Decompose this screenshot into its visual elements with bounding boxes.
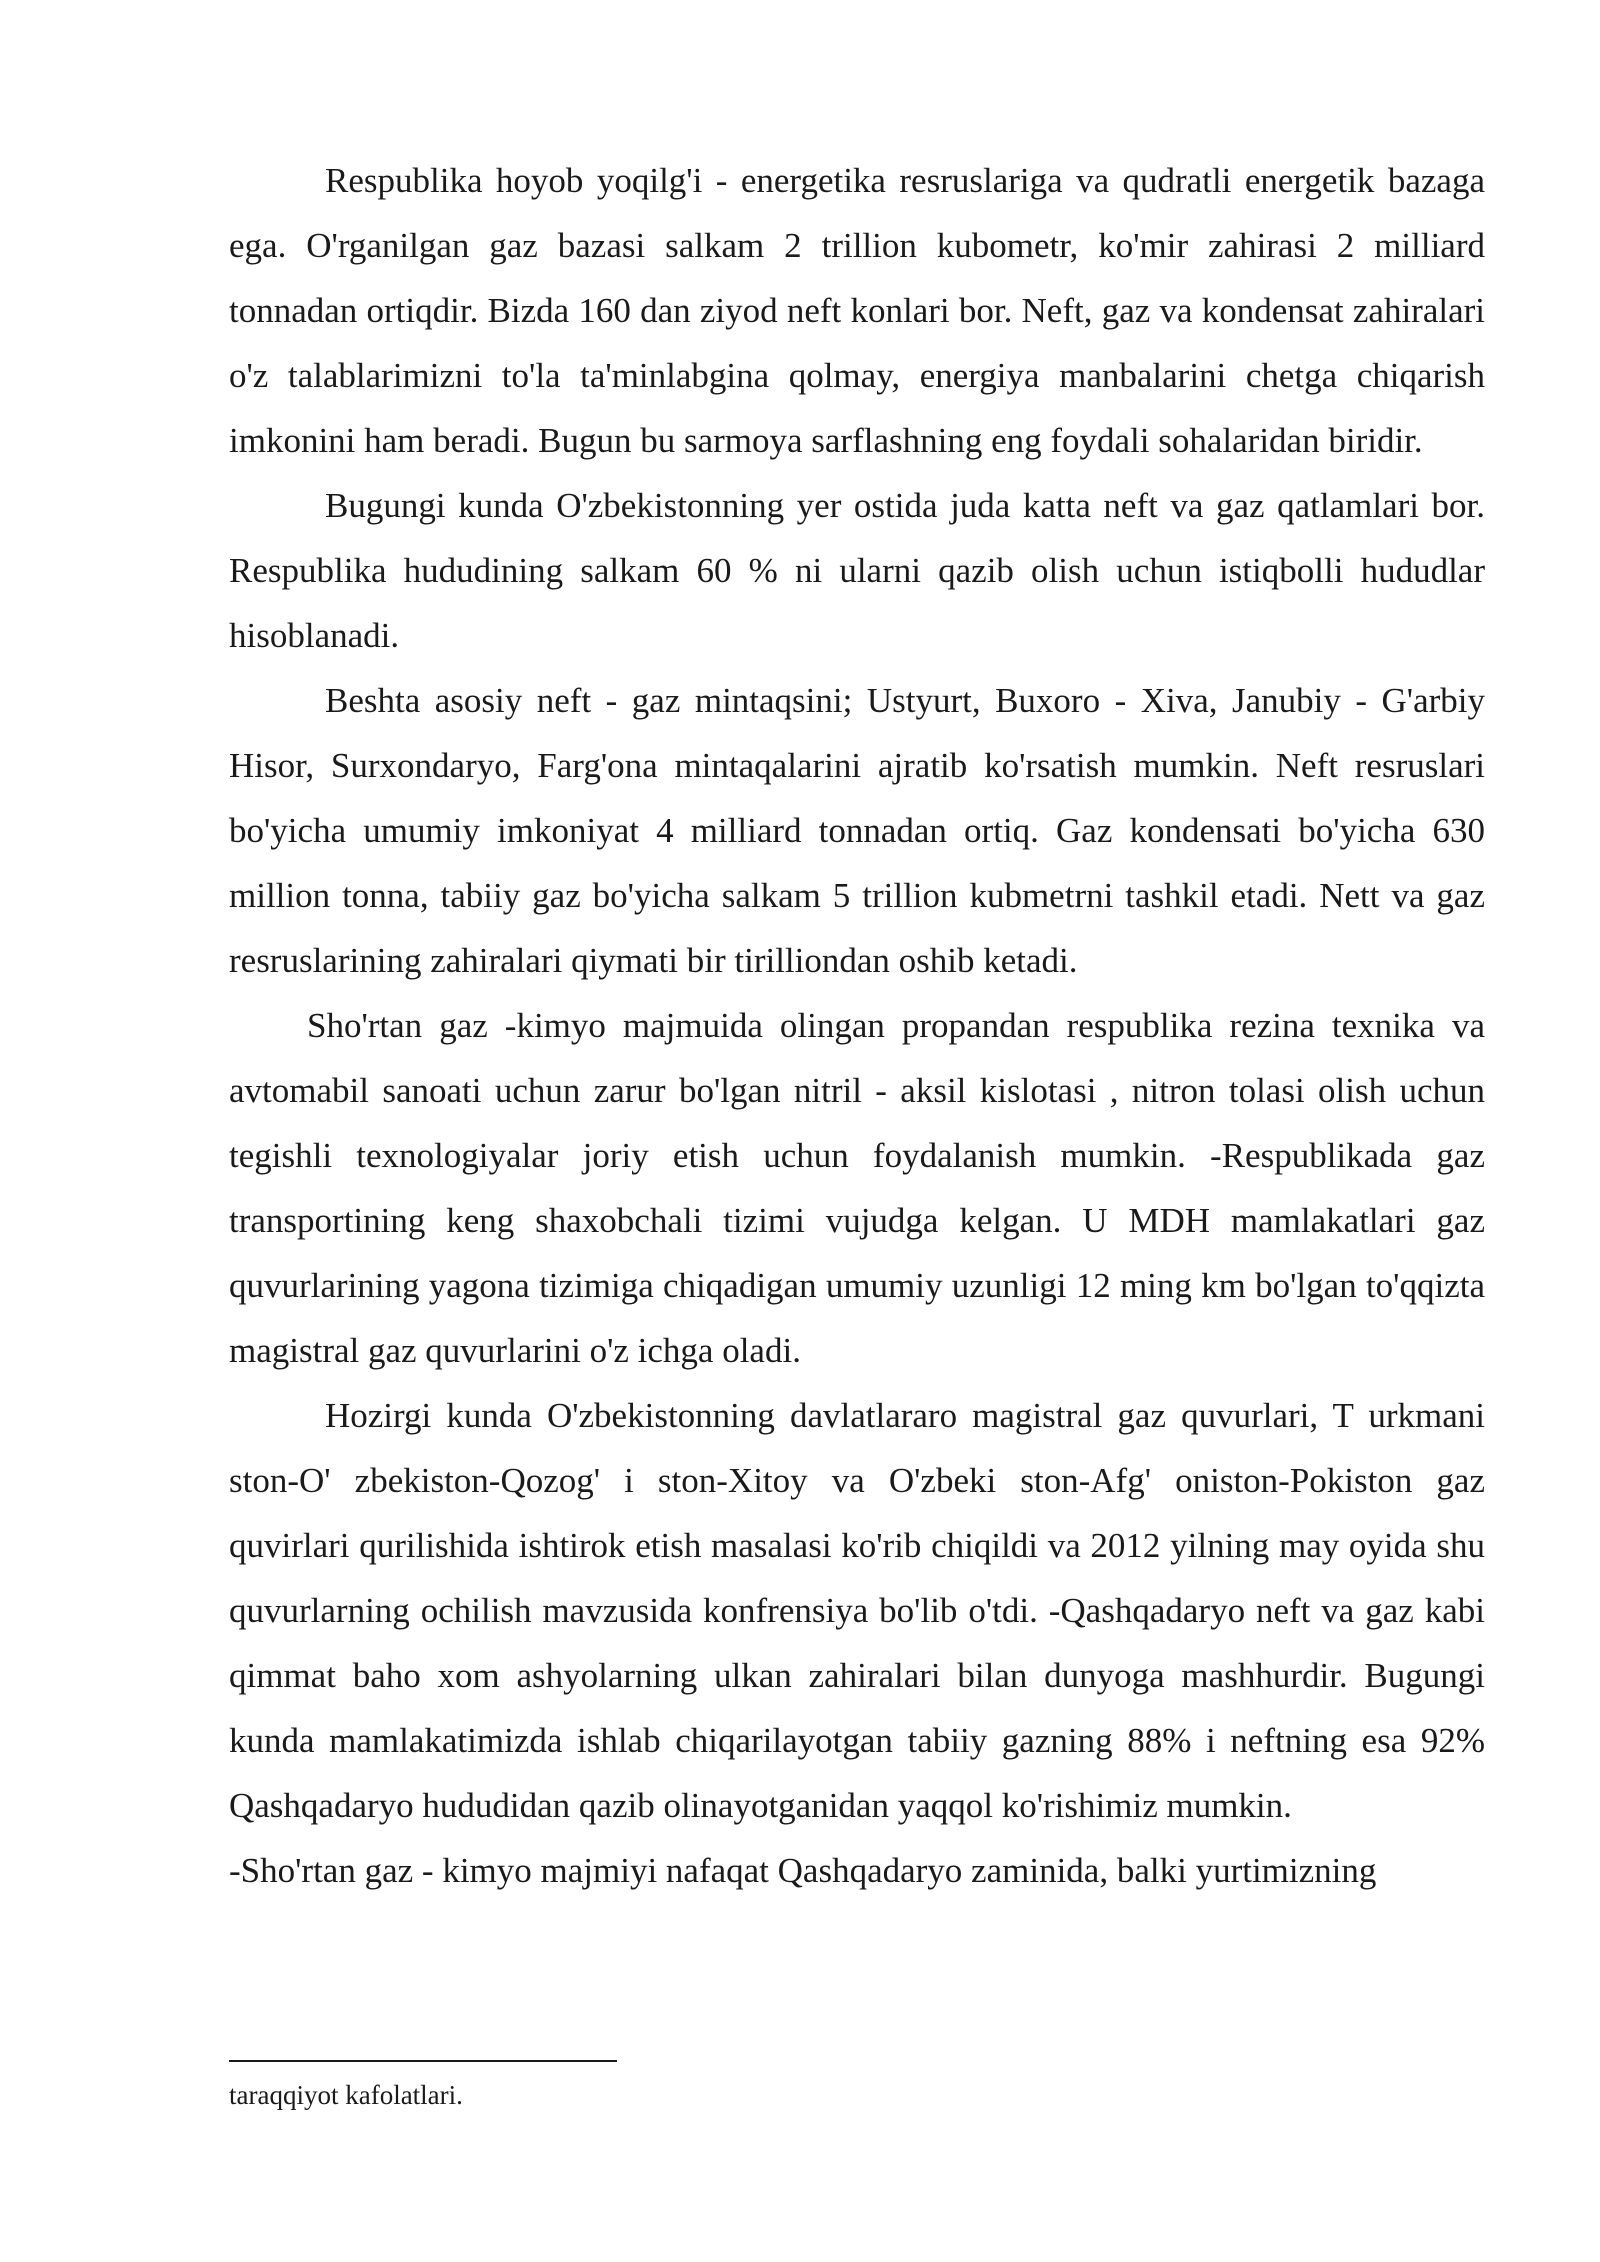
paragraph-energy-resources: Respublika hoyob yoqilg'i - energetika resruslariga va qudratli energetik bazaga ega. O'rganilgan gaz bazasi salkam 2 trillion kubometr, ko'mir zahirasi 2 milliard tonnadan ortiqdir. Bizda 160 dan ziyod neft konlari bor. Neft, gaz va kondensat zahiralari o'z talablarimizni to'la ta'minlabgina qolmay, energiya manbalarini chetga chiqarish imkonini ham beradi. Bugun bu sarmoya sarflashning eng foydali sohalaridan biridir. [229,161,1485,460]
paragraph-oil-gas-layers: Bugungi kunda O'zbekistonning yer ostida juda katta neft va gaz qatlamlari bor. Respublika hududining salkam 60 % ni ularni qazib olish uchun istiqbolli hududlar hisoblanadi. [229,486,1485,655]
footnote-text: taraqqiyot kafolatlari. [229,2080,463,2110]
body-text [229,148,1485,1903]
footnote-separator [229,2060,617,2062]
paragraph-shortan-complex: Sho'rtan gaz -kimyo majmuida olingan propandan respublika rezina texnika va avtomabil sanoati uchun zarur bo'lgan nitril - aksil kislotasi , nitron tolasi olish uchun tegishli texnologiyalar joriy etish uchun foydalanish mumkin. -Respublikada gaz transportining keng shaxobchali tizimi vujudga kelgan. U MDH mamlakatlari gaz quvurlarining yagona tizimiga chiqadigan umumiy uzunligi 12 ming km bo'lgan to'qqizta magistral gaz quvurlarini o'z ichga oladi. [229,1006,1485,1370]
paragraph-oil-gas-regions: Beshta asosiy neft - gaz mintaqsini; Ustyurt, Buxoro - Xiva, Janubiy - G'arbiy Hisor, Surxondaryo, Farg'ona mintaqalarini ajratib ko'rsatish mumkin. Neft resruslari bo'yicha umumiy imkoniyat 4 milliard tonnadan ortiq. Gaz kondensati bo'yicha 630 million tonna, tabiiy gaz bo'yicha salkam 5 trillion kubmetrni tashkil etadi. Nett va gaz resruslarining zahiralari qiymati bir tirilliondan oshib ketadi. [229,681,1485,980]
paragraph-shortan-continued: -Sho'rtan gaz - kimyo majmiyi nafaqat Qashqadaryo zaminida, balki yurtimizning [229,1851,1377,1890]
paragraph-gas-pipelines: Hozirgi kunda O'zbekistonning davlatlararo magistral gaz quvurlari, T urkmani ston-O' zbekiston-Qozog' i ston-Xitoy va O'zbeki ston-Afg' oniston-Pokiston gaz quvirlari qurilishida ishtirok etish masalasi ko'rib chiqildi va 2012 yilning may oyida shu quvurlarning ochilish mavzusida konfrensiya bo'lib o'tdi. -Qashqadaryo neft va gaz kabi qimmat baho xom ashyolarning ulkan zahiralari bilan dunyoga mashhurdir. Bugungi kunda mamlakatimizda ishlab chiqarilayotgan tabiiy gazning 88% i neftning esa 92% Qashqadaryo hududidan qazib olinayotganidan yaqqol ko'rishimiz mumkin. [229,1396,1485,1825]
